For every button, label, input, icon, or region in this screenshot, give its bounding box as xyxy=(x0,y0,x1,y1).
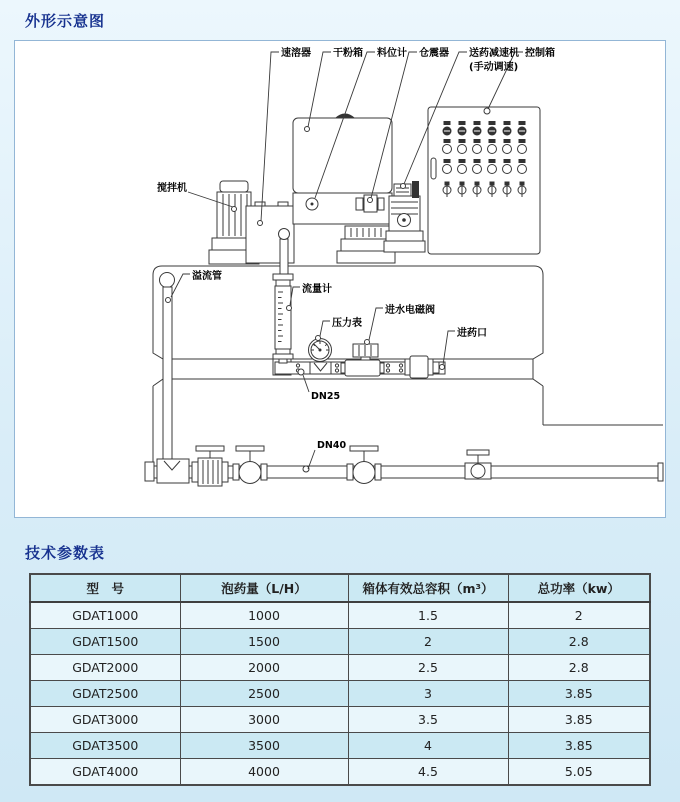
table-header-row xyxy=(30,574,650,602)
label-dn40: DN40 xyxy=(317,440,347,451)
table-row xyxy=(30,733,650,759)
injector-pipe xyxy=(279,229,290,282)
cell-total-power: 3.85 xyxy=(508,707,650,733)
cell-model: GDAT3000 xyxy=(30,707,180,733)
cell-total-power: 2.8 xyxy=(508,629,650,655)
pressure-gauge xyxy=(309,336,332,375)
table-row xyxy=(30,629,650,655)
col-header-model: 型 号 xyxy=(30,574,180,602)
label-dn25: DN25 xyxy=(311,391,341,402)
cell-tank-volume: 3 xyxy=(348,681,508,707)
col-header-tank-volume: 箱体有效总容积（m³） xyxy=(348,574,508,602)
cell-dosing-capacity: 3000 xyxy=(180,707,348,733)
label-overflow-pipe: 溢流管 xyxy=(192,271,222,282)
cell-dosing-capacity: 3500 xyxy=(180,733,348,759)
cell-tank-volume: 1.5 xyxy=(348,602,508,629)
cell-tank-volume: 3.5 xyxy=(348,707,508,733)
label-feed-reducer-sub: (手动调速) xyxy=(469,62,519,73)
cell-total-power: 3.85 xyxy=(508,681,650,707)
cell-dosing-capacity: 4000 xyxy=(180,759,348,786)
label-feed-reducer: 送药减速机 xyxy=(469,48,519,59)
cell-model: GDAT3500 xyxy=(30,733,180,759)
cell-dosing-capacity: 1000 xyxy=(180,602,348,629)
cell-tank-volume: 4 xyxy=(348,733,508,759)
cell-model: GDAT2000 xyxy=(30,655,180,681)
label-dosing-inlet: 进药口 xyxy=(457,328,487,339)
label-dry-powder-box: 干粉箱 xyxy=(333,48,363,59)
outline-diagram xyxy=(15,41,665,517)
cell-model: GDAT4000 xyxy=(30,759,180,786)
col-header-dosing-capacity: 泡药量（L/H） xyxy=(180,574,348,602)
table-row xyxy=(30,759,650,786)
table-section-title: 技术参数表 xyxy=(25,544,106,562)
label-inlet-solenoid-valve: 进水电磁阀 xyxy=(385,305,435,316)
label-flow-meter: 流量计 xyxy=(302,284,332,295)
cell-tank-volume: 2 xyxy=(348,629,508,655)
diagram-section-title: 外形示意图 xyxy=(25,12,106,30)
cell-dosing-capacity: 1500 xyxy=(180,629,348,655)
cell-dosing-capacity: 2000 xyxy=(180,655,348,681)
table-row xyxy=(30,707,650,733)
label-level-gauge: 料位计 xyxy=(377,48,407,59)
cell-total-power: 3.85 xyxy=(508,733,650,759)
label-instant-dissolver: 速溶器 xyxy=(281,48,311,59)
cell-dosing-capacity: 2500 xyxy=(180,681,348,707)
cell-total-power: 5.05 xyxy=(508,759,650,786)
dry-powder-box xyxy=(293,114,395,264)
col-header-total-power: 总功率（kw） xyxy=(508,574,650,602)
table-row xyxy=(30,681,650,707)
flow-meter xyxy=(273,274,293,363)
label-pressure-gauge: 压力表 xyxy=(332,318,362,329)
cell-model: GDAT1000 xyxy=(30,602,180,629)
diagram-panel xyxy=(14,40,666,518)
label-mixer: 搅拌机 xyxy=(157,183,187,194)
table-row xyxy=(30,655,650,681)
cell-model: GDAT1500 xyxy=(30,629,180,655)
cell-total-power: 2 xyxy=(508,602,650,629)
cell-model: GDAT2500 xyxy=(30,681,180,707)
dn40-pipe xyxy=(145,446,663,486)
label-bin-vibrator: 仓震器 xyxy=(419,48,449,59)
control-box xyxy=(428,107,540,254)
table-row xyxy=(30,602,650,629)
label-control-box: 控制箱 xyxy=(525,48,555,59)
cell-tank-volume: 4.5 xyxy=(348,759,508,786)
cell-total-power: 2.8 xyxy=(508,655,650,681)
technical-parameters-table xyxy=(29,573,651,786)
cell-tank-volume: 2.5 xyxy=(348,655,508,681)
